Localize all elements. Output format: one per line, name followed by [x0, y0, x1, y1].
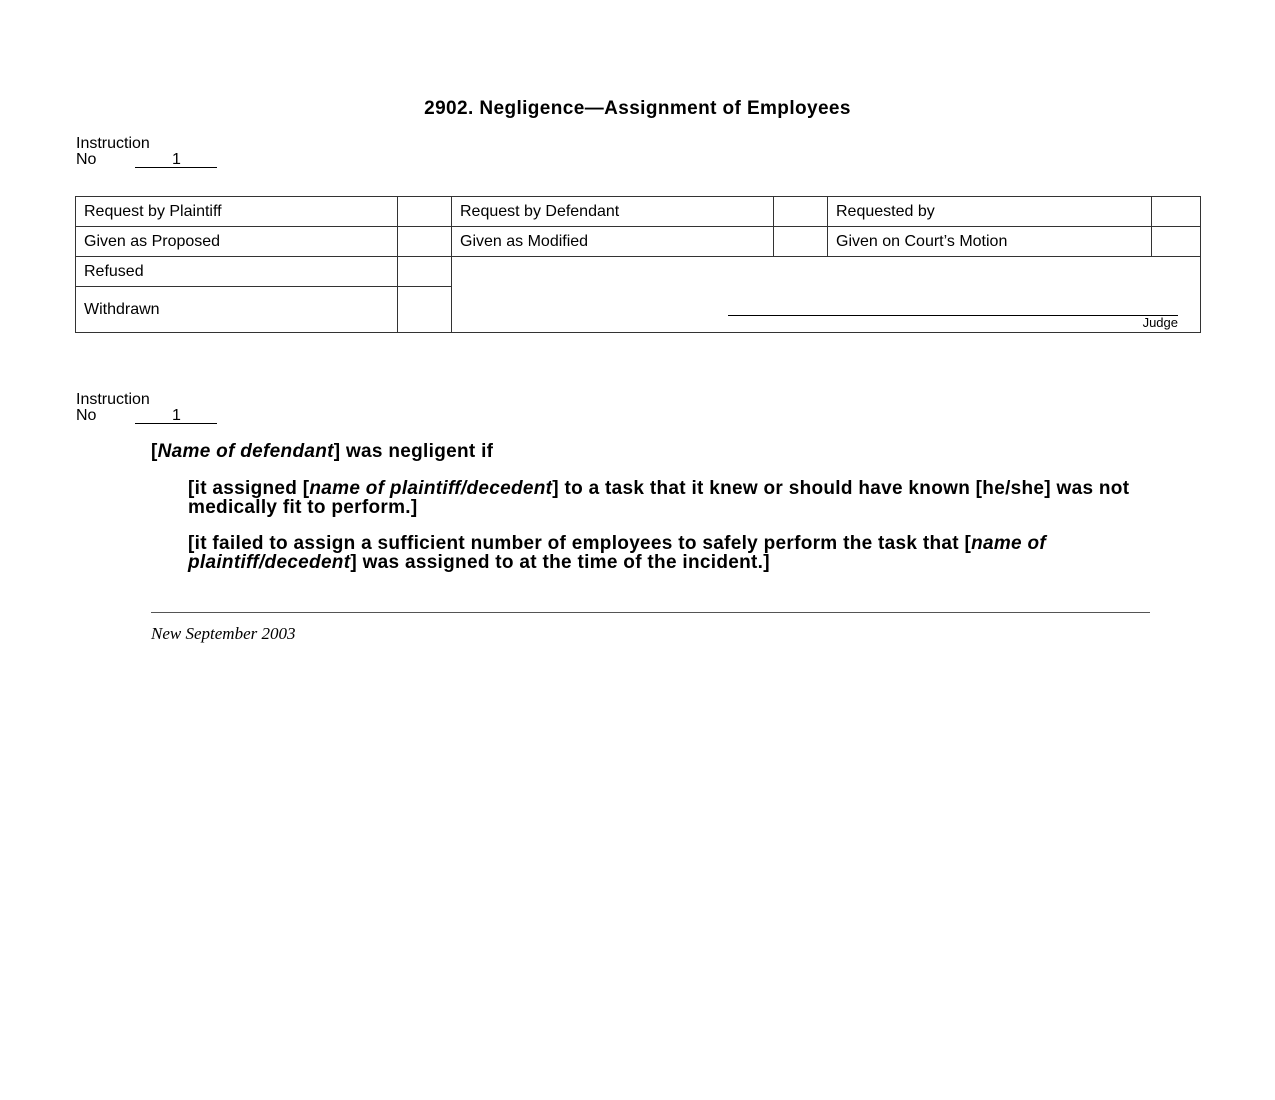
given-as-modified-label: Given as Modified	[452, 227, 774, 257]
judge-signature-line[interactable]	[728, 315, 1178, 316]
intro-rest: ] was negligent if	[333, 441, 494, 462]
instruction-no-label: No	[76, 151, 97, 168]
bracket-open: [	[151, 441, 158, 462]
instruction-option-2	[188, 534, 1148, 572]
given-as-proposed-label: Given as Proposed	[76, 227, 398, 257]
plaintiff-placeholder: name of plaintiff/decedent	[309, 478, 553, 499]
given-as-modified-checkbox[interactable]	[774, 227, 828, 257]
instruction-number-block-bottom	[76, 391, 181, 424]
history-note: New September 2003	[151, 624, 296, 643]
instruction-number-block-top	[76, 135, 181, 168]
table-row	[76, 197, 1201, 227]
instruction-number-field	[135, 408, 217, 424]
instruction-option-1	[188, 479, 1148, 517]
option1-post: ] to a task that it knew or should have known [he/she] was not medically fit to perform.]	[188, 478, 1130, 518]
judge-signature-cell	[452, 257, 1201, 333]
defendant-placeholder: Name of defendant	[157, 441, 334, 462]
withdrawn-label: Withdrawn	[76, 287, 398, 333]
withdrawn-checkbox[interactable]	[398, 287, 452, 333]
request-by-plaintiff-checkbox[interactable]	[398, 197, 452, 227]
request-by-defendant-label: Request by Defendant	[452, 197, 774, 227]
given-on-courts-motion-checkbox[interactable]	[1152, 227, 1201, 257]
plaintiff-placeholder: name of plaintiff/decedent	[188, 533, 1047, 573]
given-as-proposed-checkbox[interactable]	[398, 227, 452, 257]
instruction-number: 1	[172, 407, 181, 424]
table-row	[76, 227, 1201, 257]
refused-checkbox[interactable]	[398, 257, 452, 287]
instruction-number: 1	[172, 151, 181, 168]
option2-post: ] was assigned to at the time of the incident.]	[350, 552, 770, 573]
requested-by-checkbox[interactable]	[1152, 197, 1201, 227]
refused-label: Refused	[76, 257, 398, 287]
section-divider	[151, 612, 1150, 613]
instruction-number-field	[135, 152, 217, 168]
table-row	[76, 257, 1201, 287]
request-by-defendant-checkbox[interactable]	[774, 197, 828, 227]
instruction-label: Instruction	[76, 391, 150, 408]
disposition-form-table	[75, 196, 1201, 333]
given-on-courts-motion-label: Given on Court’s Motion	[828, 227, 1152, 257]
requested-by-label: Requested by	[828, 197, 1152, 227]
instruction-label: Instruction	[76, 135, 150, 152]
option1-pre: [it assigned [	[188, 478, 310, 499]
option2-pre: [it failed to assign a sufficient number of employees to safely perform the task that [	[188, 533, 972, 554]
request-by-plaintiff-label: Request by Plaintiff	[76, 197, 398, 227]
instruction-no-label: No	[76, 407, 97, 424]
document-title: 2902. Negligence—Assignment of Employees	[424, 98, 851, 119]
instruction-intro	[151, 441, 493, 463]
judge-label: Judge	[1142, 315, 1178, 330]
